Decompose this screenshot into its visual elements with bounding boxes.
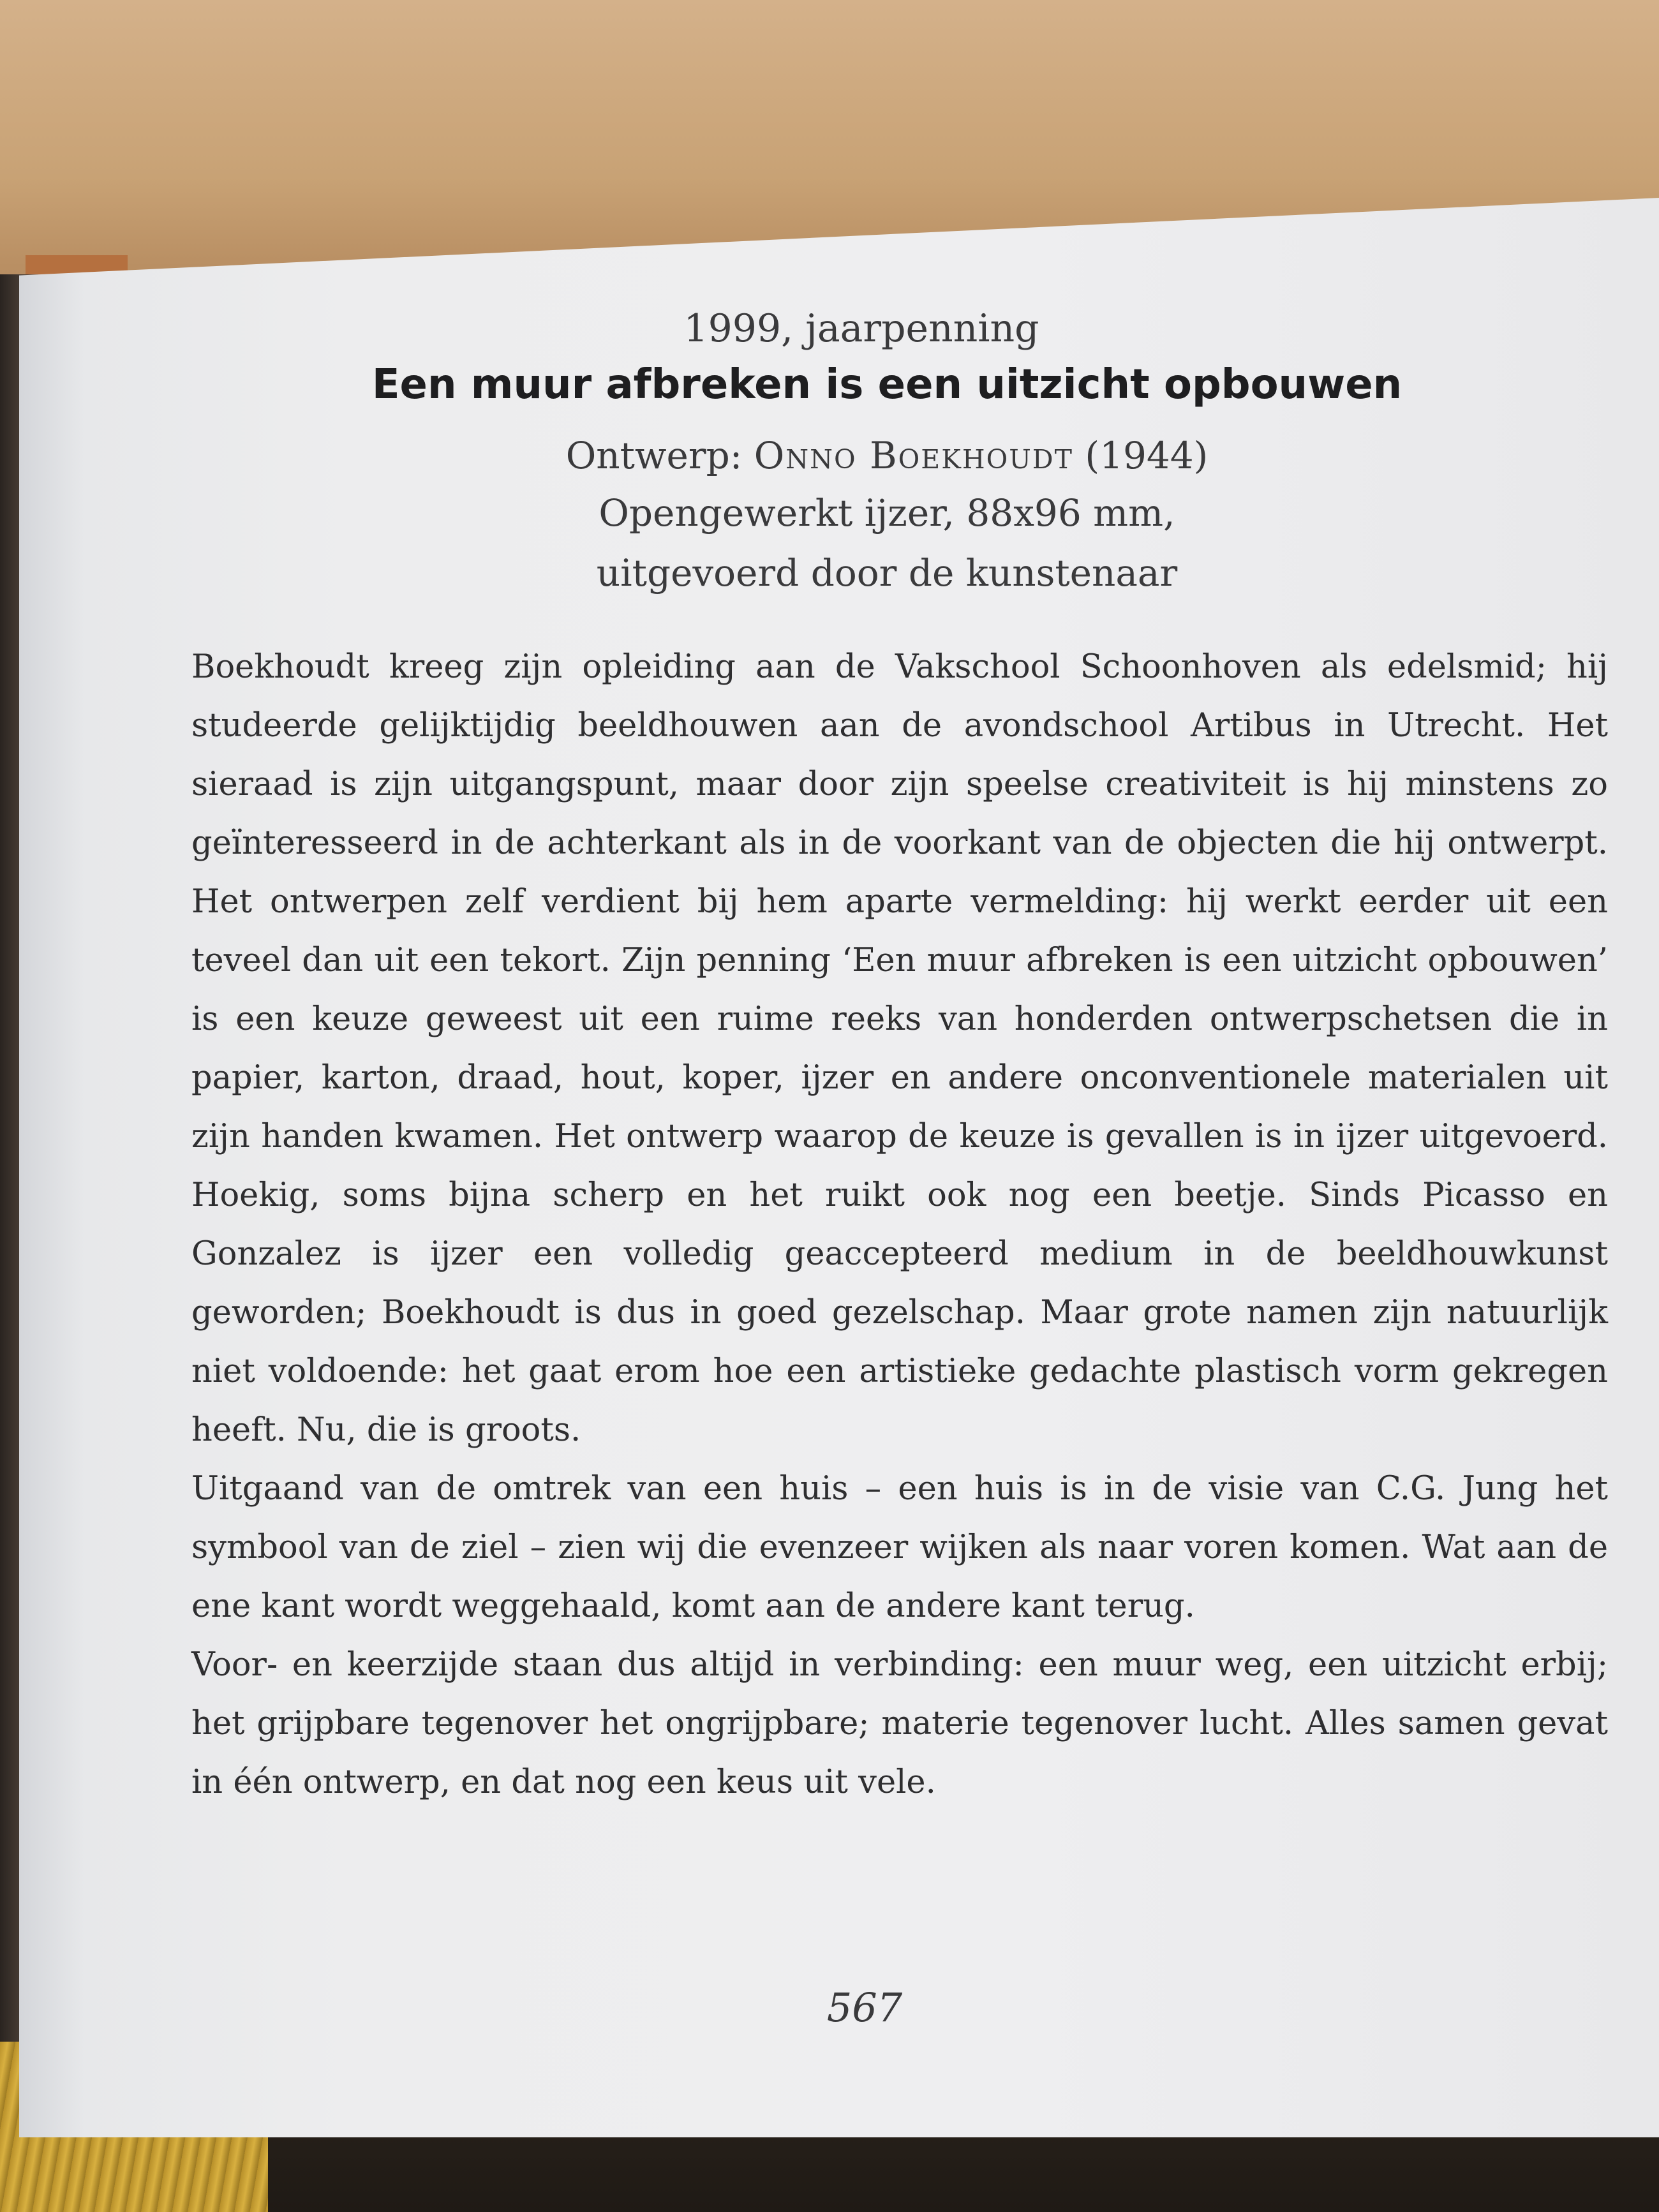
material-line: Opengewerkt ijzer, 88x96 mm, — [599, 491, 1175, 535]
paragraph: Voor- en keerzijde staan dus altijd in verbinding: een muur weg, een uitzicht erbij; het grijpbare tegenover het ongrijpbare; materie tegenover lucht. Alles samen gevat in één ontwerp, en dat nog een keus uit vele. — [191, 1646, 1608, 1801]
body-text — [191, 638, 1608, 1812]
designer-year: (1944) — [1073, 434, 1209, 477]
year-line: 1999, jaarpenning — [683, 306, 1039, 351]
page-number: 567 — [826, 1984, 903, 2031]
designer-line — [57, 434, 1659, 477]
designer-name: Onno Boekhoudt — [754, 434, 1073, 477]
page-title: Een muur afbreken is een uitzicht opbouwen — [371, 361, 1402, 408]
paragraph: Boekhoudt kreeg zijn opleiding aan de Vakschool Schoonhoven als edelsmid; hij studeerde gelijktijdig beeldhouwen aan de avondschool Artibus in Utrecht. Het sieraad is zijn uitgangspunt, maar door zijn speelse creativiteit is hij minstens zo geïnteresseerd in de achterkant als in de voorkant van de objecten die hij ontwerpt. Het ontwerpen zelf verdient bij hem aparte vermelding: hij werkt eerder uit een teveel dan uit een tekort. Zijn penning ‘Een muur afbreken is een uitzicht opbouwen’ is een keuze geweest uit een ruime reeks van honderden ontwerpschetsen die in papier, karton, draad, hout, koper, ijzer en andere onconventionele materialen uit zijn handen kwamen. Het ontwerp waarop de keuze is gevallen is in ijzer uitgevoerd. Hoekig, soms bijna scherp en het ruikt ook nog een beetje. Sinds Picasso en Gonzalez is ijzer een volledig geaccepteerd medium in de beeldhouwkunst geworden; Boekhoudt is dus in goed gezelschap. Maar grote namen zijn natuurlijk niet voldoende: het gaat erom hoe een artistieke gedachte plastisch vorm gekregen heeft. Nu, die is groots. — [191, 648, 1608, 1449]
designer-prefix: Ontwerp: — [565, 434, 754, 477]
executor-line: uitgevoerd door de kunstenaar — [596, 551, 1178, 595]
paragraph: Uitgaand van de omtrek van een huis – een huis is in de visie van C.G. Jung het symbool van de ziel – zien wij die evenzeer wijken als naar voren komen. Wat aan de ene kant wordt weggehaald, komt aan de andere kant terug. — [191, 1470, 1608, 1625]
